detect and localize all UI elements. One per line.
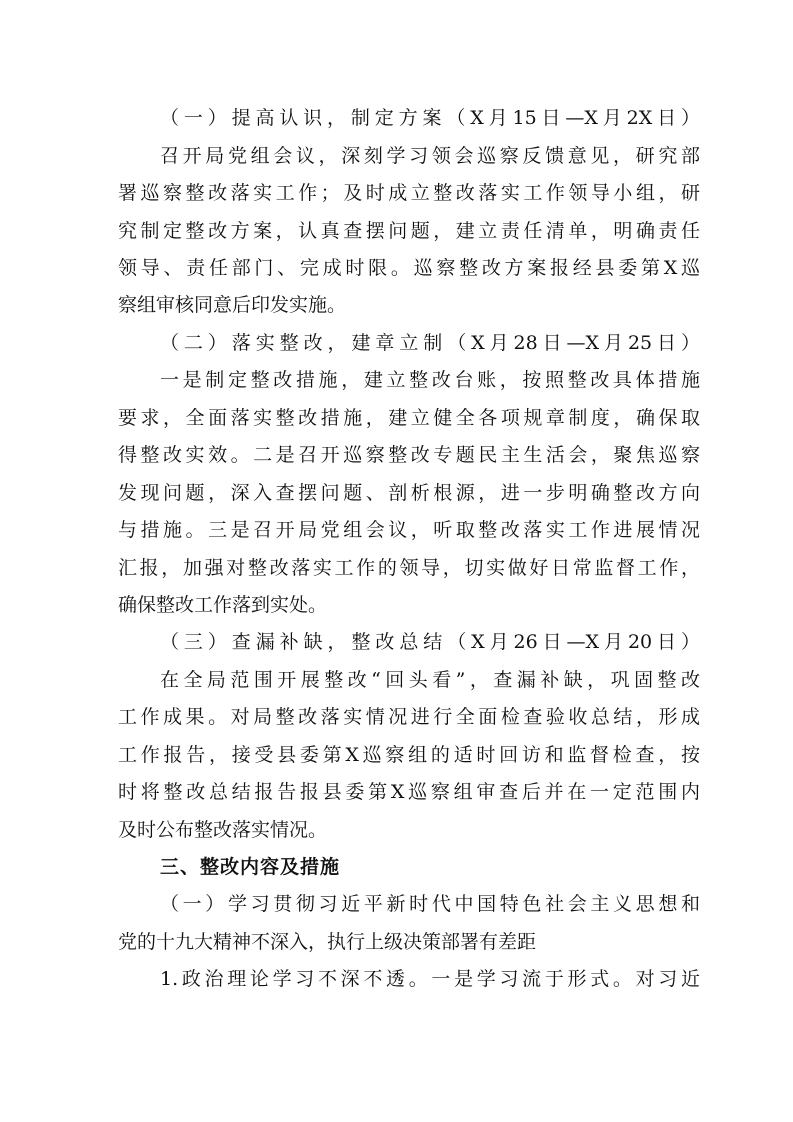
paragraph-line: 署巡察整改落实工作；及时成立整改落实工作领导小组，研 <box>118 182 700 204</box>
section-heading-1: （一）提高认识，制定方案（X月15日—X月2X日） <box>160 107 700 129</box>
paragraph-line: 要求，全面落实整改措施，建立健全各项规章制度，确保取 <box>118 407 700 429</box>
paragraph-line: 召开局党组会议，深刻学习领会巡察反馈意见，研究部 <box>160 145 700 167</box>
paragraph-line: 一是制定整改措施，建立整改台账，按照整改具体措施 <box>160 369 700 391</box>
paragraph-line: 领导、责任部门、完成时限。巡察整改方案报经县委第X巡 <box>118 257 700 279</box>
paragraph-line: 察组审核同意后印发实施。 <box>118 294 347 316</box>
section-heading-2: （二）落实整改，建章立制（X月28日—X月25日） <box>160 332 700 354</box>
paragraph-line: 在全局范围开展整改“回头看”，查漏补缺，巩固整改 <box>160 669 700 691</box>
paragraph-line: 究制定整改方案，认真查摆问题，建立责任清单，明确责任 <box>118 220 700 242</box>
subsection-heading-cont: 党的十九大精神不深入，执行上级决策部署有差距 <box>118 931 537 953</box>
paragraph-line: 及时公布整改落实情况。 <box>118 819 328 841</box>
chapter-heading: 三、整改内容及措施 <box>160 856 341 878</box>
paragraph-line: 时将整改总结报告报县委第X巡察组审查后并在一定范围内 <box>118 781 700 803</box>
paragraph-line: 发现问题，深入查摆问题、剖析根源，进一步明确整改方向 <box>118 482 700 504</box>
paragraph-line: 1.政治理论学习不深不透。一是学习流于形式。对习近 <box>160 968 700 990</box>
paragraph-line: 得整改实效。二是召开巡察整改专题民主生活会，聚焦巡察 <box>118 444 700 466</box>
paragraph-line: 工作成果。对局整改落实情况进行全面检查验收总结，形成 <box>118 706 700 728</box>
subsection-heading: （一）学习贯彻习近平新时代中国特色社会主义思想和 <box>160 893 700 915</box>
paragraph-line: 工作报告，接受县委第X巡察组的适时回访和监督检查，按 <box>118 744 700 766</box>
section-heading-3: （三）查漏补缺，整改总结（X月26日—X月20日） <box>160 631 700 653</box>
paragraph-line: 汇报，加强对整改落实工作的领导，切实做好日常监督工作， <box>118 557 700 579</box>
paragraph-line: 确保整改工作落到实处。 <box>118 594 328 616</box>
paragraph-line: 与措施。三是召开局党组会议，听取整改落实工作进展情况 <box>118 519 700 541</box>
